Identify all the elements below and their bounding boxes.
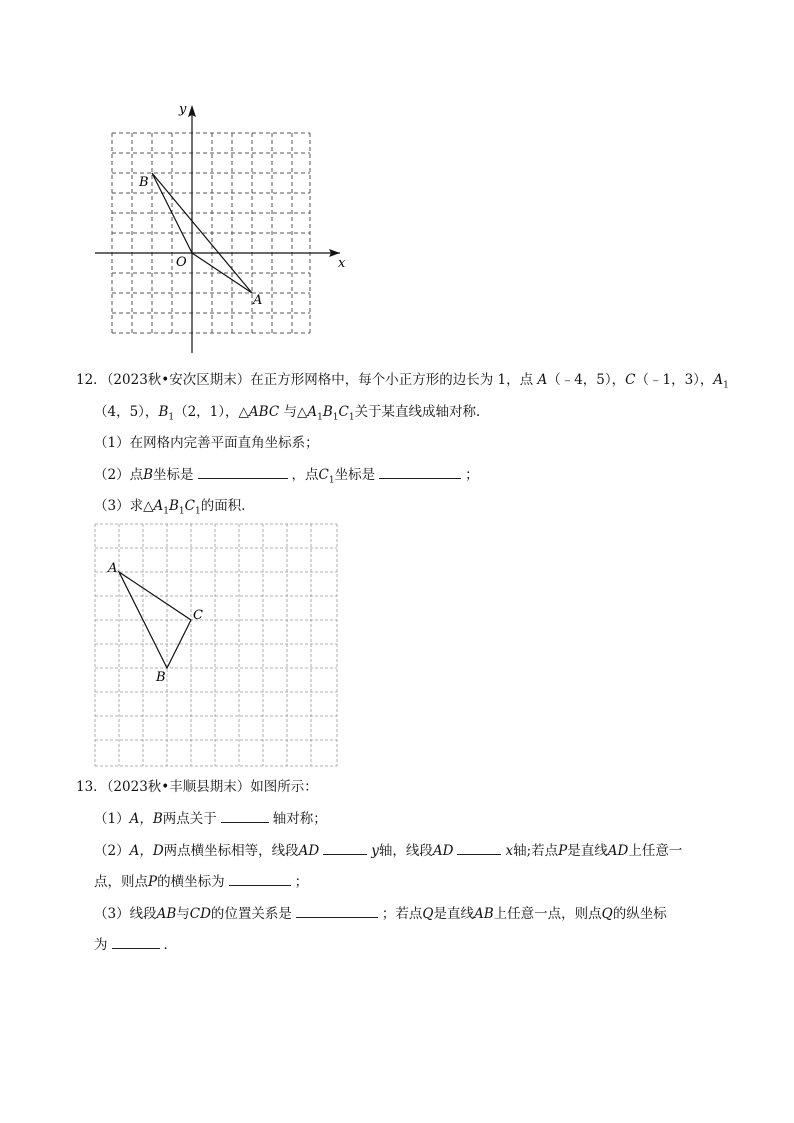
point-C-label: C — [193, 608, 203, 623]
label-AB: AB — [156, 906, 177, 922]
answer-blank[interactable] — [229, 873, 291, 886]
sub-1: 1 — [723, 380, 729, 391]
x-axis-label: x — [338, 256, 346, 271]
coords-A1: （4，5）， — [94, 404, 159, 420]
label-AD: A，D — [129, 843, 164, 859]
text: 轴对称； — [272, 811, 327, 827]
point-A-label: A — [253, 293, 263, 308]
coordinate-grid-figure — [90, 95, 360, 360]
text: 的位置关系是 — [210, 906, 292, 922]
q13-stem: 如图所示： — [250, 779, 318, 795]
text: 坐标是 — [153, 467, 194, 483]
label-AD: AD — [298, 843, 320, 859]
label-C: C — [184, 498, 195, 514]
label-A: A — [153, 498, 164, 514]
text: ； — [294, 874, 309, 890]
label-ABC: ABC — [248, 404, 280, 420]
answer-blank[interactable] — [296, 905, 378, 918]
text: ，点 — [291, 467, 319, 483]
dashed-grid — [112, 133, 310, 333]
text: 两点关于 — [162, 811, 217, 827]
text: 的横坐标为 — [157, 874, 225, 890]
text: ； — [465, 467, 479, 483]
origin-label: O — [176, 255, 187, 270]
coords-B1: （2，1），△ — [174, 404, 249, 420]
sub-1: 1 — [163, 506, 169, 517]
q12-line1 — [76, 370, 729, 396]
sub-1: 1 — [178, 506, 185, 517]
sub-1: 1 — [168, 412, 175, 423]
label-A1: A — [713, 372, 724, 388]
label-A: A — [307, 404, 318, 420]
text: （1） — [94, 811, 130, 827]
sub-1: 1 — [328, 475, 335, 486]
text: （3）求△ — [94, 498, 154, 514]
q12-number: 12． — [76, 372, 107, 388]
text: 上任意一 — [628, 843, 683, 859]
label-B: B — [322, 404, 333, 420]
answer-blank[interactable] — [112, 936, 160, 949]
answer-blank[interactable] — [198, 466, 288, 479]
triangle-OAB — [152, 173, 252, 293]
text: 是直线 — [433, 906, 474, 922]
text: （3）线段 — [94, 906, 157, 922]
text: 轴，线段 — [378, 843, 433, 859]
coords-A: （﹣4，5）， — [547, 372, 626, 388]
text: 关于某直线成轴对称． — [354, 404, 490, 420]
text: 的纵坐标 — [612, 906, 667, 922]
label-Q: Q — [422, 906, 434, 922]
sub-1: 1 — [317, 412, 323, 423]
q13-part3-cont — [94, 935, 177, 955]
q13-part1 — [94, 809, 327, 829]
answer-blank[interactable] — [221, 810, 269, 823]
q12-part3 — [94, 496, 255, 522]
text: 点，则点 — [94, 874, 148, 890]
text: 是直线 — [567, 843, 608, 859]
label-B: B — [143, 467, 154, 483]
label-C: C — [338, 404, 349, 420]
label-AD: AD — [432, 843, 454, 859]
text: 的面积． — [200, 498, 255, 514]
q13-source: （2023秋•丰顺县期末） — [106, 779, 251, 795]
q13-part3 — [94, 904, 667, 924]
text: 与 — [176, 906, 190, 922]
label-AD: AD — [607, 843, 629, 859]
text: ；若点 — [381, 906, 423, 922]
text: 为 — [94, 937, 108, 953]
coords-C: （﹣1，3）， — [635, 372, 714, 388]
label-x: x — [505, 843, 514, 859]
text: 轴;若点 — [513, 843, 559, 859]
q13-number: 13． — [76, 779, 107, 795]
answer-blank[interactable] — [457, 842, 501, 855]
label-P: P — [148, 874, 158, 890]
dashed-grid — [95, 524, 337, 766]
sub-1: 1 — [348, 412, 355, 423]
answer-blank[interactable] — [379, 466, 461, 479]
q12-line2 — [94, 402, 490, 428]
q12-stem: 在正方形网格中，每个小正方形的边长为 1，点 — [250, 372, 534, 388]
text: （2） — [94, 843, 130, 859]
point-B-label: B — [139, 175, 149, 190]
text: 两点横坐标相等，线段 — [163, 843, 299, 859]
q13-part2-cont — [94, 872, 308, 892]
point-B-label: B — [156, 670, 166, 685]
label-CD: CD — [189, 906, 211, 922]
label-P: P — [558, 843, 568, 859]
label-C: C — [625, 372, 636, 388]
y-axis-label: y — [179, 102, 187, 117]
text: 上任意一点，则点 — [493, 906, 602, 922]
triangle-grid-figure — [94, 523, 338, 767]
label-B1: B — [158, 404, 169, 420]
sub-1: 1 — [332, 412, 339, 423]
q12-source: （2023秋•安次区期末） — [106, 372, 251, 388]
label-C1: C — [318, 467, 329, 483]
label-AB: A，B — [129, 811, 163, 827]
answer-blank[interactable] — [323, 842, 367, 855]
label-Q: Q — [601, 906, 613, 922]
label-y: y — [371, 843, 379, 859]
label-AB: AB — [474, 906, 494, 922]
q12-part1 — [94, 433, 319, 453]
text: （1）在网格内完善平面直角坐标系； — [94, 435, 319, 451]
q13-part2 — [94, 841, 682, 861]
label-A: A — [537, 372, 548, 388]
text: 坐标是 — [334, 467, 376, 483]
sub-1: 1 — [194, 506, 201, 517]
q12-part2 — [94, 465, 479, 491]
text: （2）点 — [94, 467, 144, 483]
text: ． — [163, 937, 177, 953]
point-A-label: A — [108, 561, 118, 576]
label-B: B — [168, 498, 179, 514]
text: 与△ — [279, 404, 308, 420]
q13-line1 — [76, 777, 318, 797]
